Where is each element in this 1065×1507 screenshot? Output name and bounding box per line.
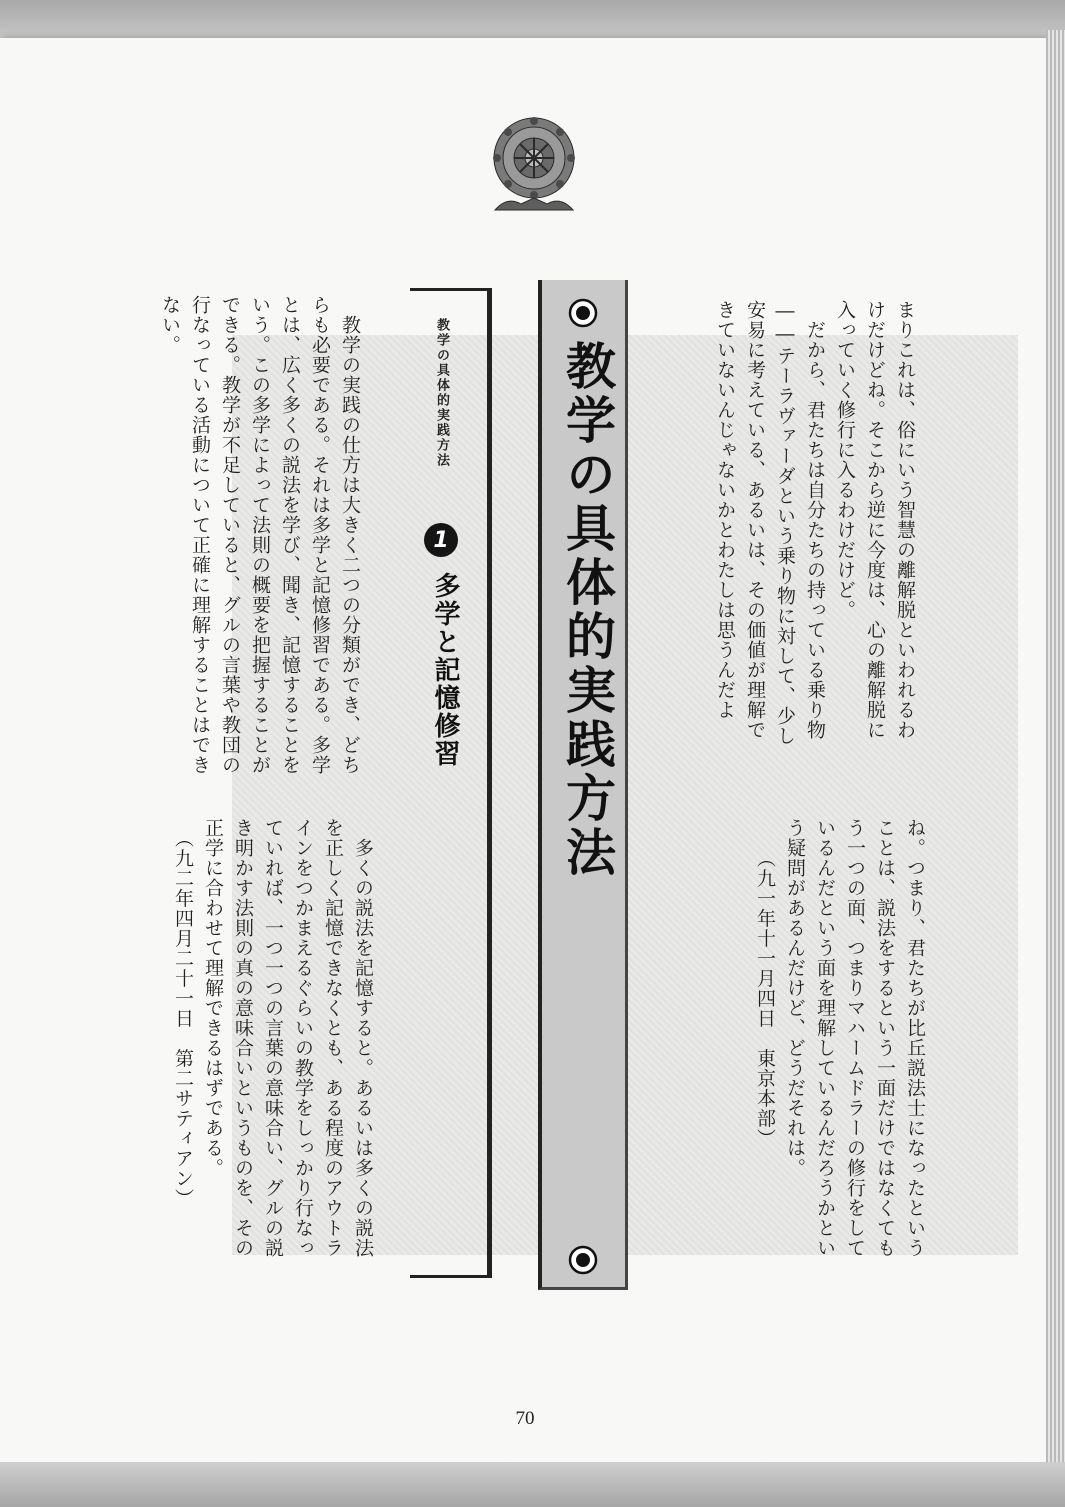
right-upper-paragraph: まりこれは、俗にいう智慧の離解脱といわれるわ けだけどね。そこから逆に今度は、心の離解脱に 入っていく修行に入るわけだけど。 だから、君たちは自分たちの持っている乗り物 ――テーラヴァーダという乗り物に対して、少し 安易に考えている、あるいは、その価値が理解で きていないんじゃないかとわたしは思うんだよ	[714, 300, 916, 746]
title-panel	[538, 280, 628, 1290]
page-number: 70	[515, 1408, 535, 1429]
page-title: 教学の具体的実践方法	[558, 340, 616, 880]
scan-bottom-band	[0, 1462, 1065, 1507]
page-edge	[1046, 30, 1065, 1475]
dharma-wheel-icon	[487, 112, 581, 216]
section-heading: 多学と記憶修習	[430, 572, 460, 768]
target-circle-icon	[568, 298, 598, 328]
left-upper-paragraph: 教学の実践の仕方は大きく二つの分類ができ、どち らも必要である。それは多学と記憶修習である。多学 とは、広く多くの説法を学び、聞き、記憶することを いう。この多学によって法則の概要を把握することが できる。教学が不足していると、グルの言葉や教団の 行なっている活動について正確に理解することはでき ない。	[159, 295, 361, 775]
target-circle-icon	[568, 1245, 598, 1275]
right-lower-paragraph: ね。つまり、君たちが比丘説法士になったという ことは、説法をするという一面だけではなくても う一つの面、つまりマハームドラーの修行をして いるんだという面を理解しているんだろうかとい う疑問があるんだけど、どうだそれは。 （九一年十一月四日 東京本部）	[754, 818, 926, 1258]
section-number-badge: 1	[424, 523, 458, 557]
left-lower-paragraph: 多くの説法を記憶すると。あるいは多くの説法 を正しく記憶できなくとも、ある程度のアウトラ インをつかまえるぐらいの教学をしっかり行なっ ていれば、一つ一つの言葉の意味合い、グルの説 き明かす法則の真の意味合いというものを、その 正学に合わせて理解できるはずである。 （九二年四月二十一日 第二サティアン）	[172, 818, 374, 1258]
section-label: 教学の具体的実践方法	[434, 318, 449, 468]
